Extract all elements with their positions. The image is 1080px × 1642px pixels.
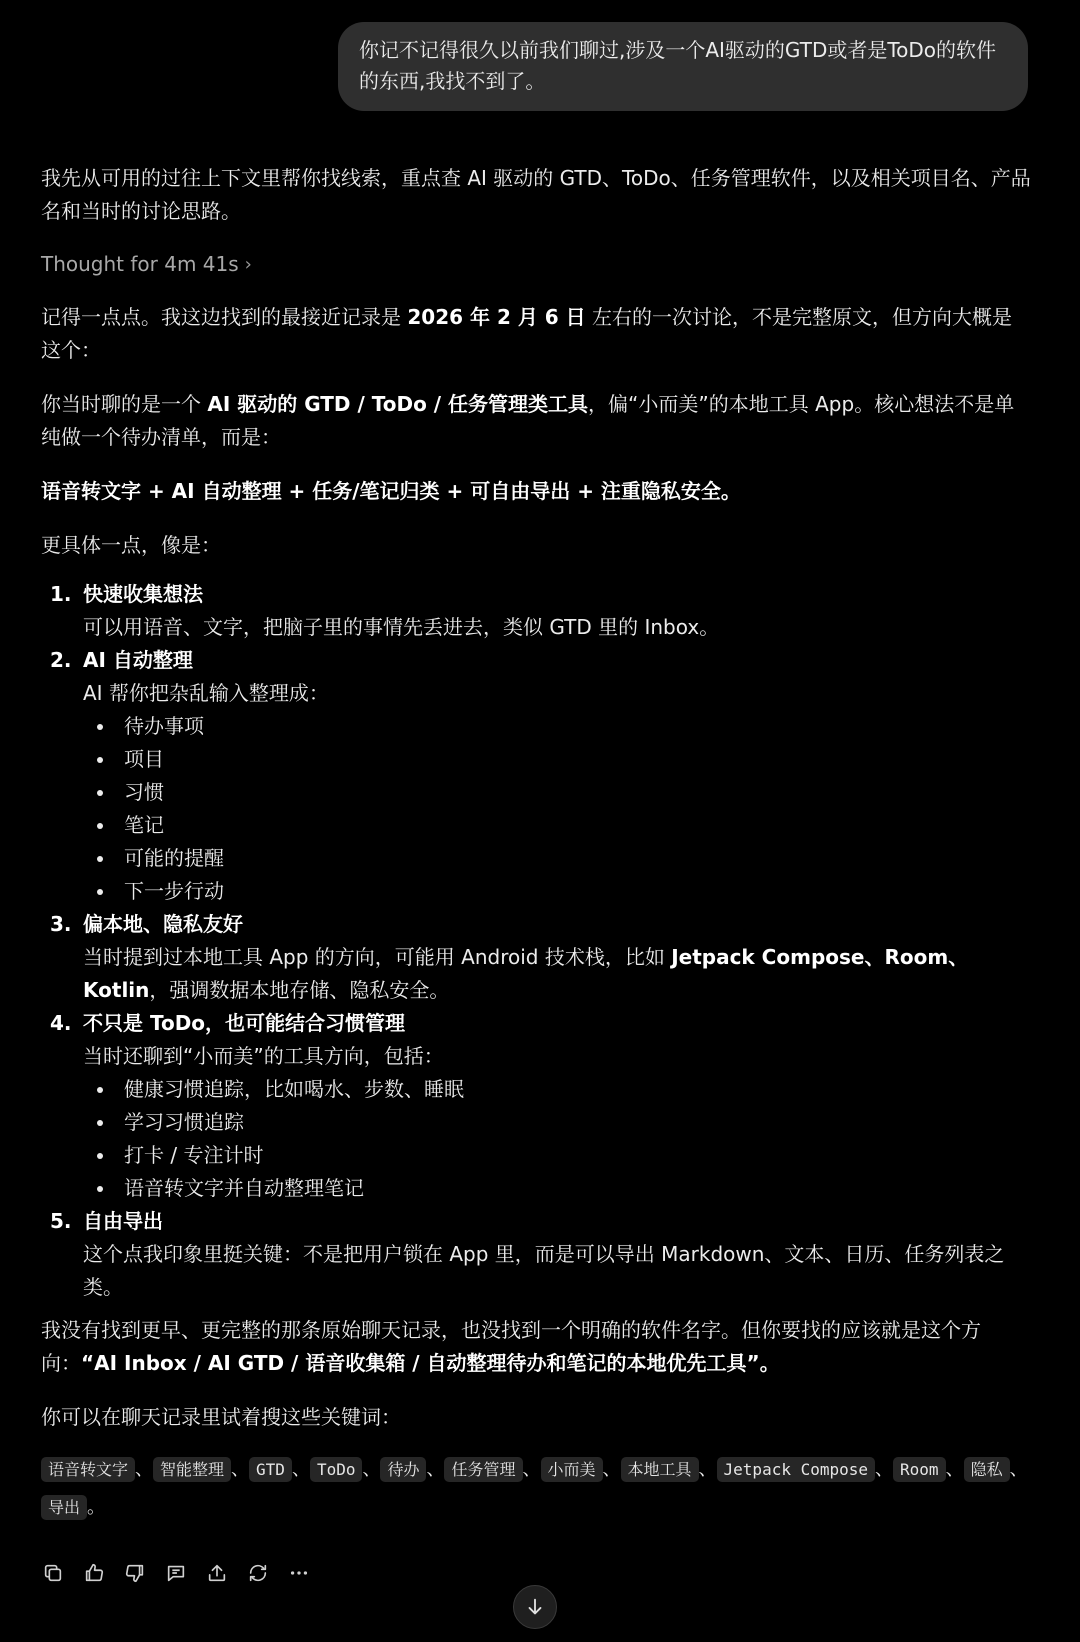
user-message-text: 你记不记得很久以前我们聊过,涉及一个AI驱动的GTD或者是ToDo的软件的东西,我找不到了。 — [359, 38, 997, 93]
p2-text-end: ，偏“小而美”的本地工具 App。核心想法不是单纯做一个待办清单，而是： — [41, 392, 1015, 449]
keyword-separator: 、 — [291, 1459, 310, 1480]
comment-button[interactable] — [164, 1561, 188, 1585]
keyword-chip: 语音转文字 — [41, 1457, 135, 1482]
item-title: 偏本地、隐私友好 — [83, 912, 243, 936]
comment-icon — [165, 1562, 187, 1584]
message-actions — [41, 1561, 311, 1585]
share-button[interactable] — [205, 1561, 229, 1585]
list-item — [41, 1205, 1031, 1304]
bullet-item: 笔记 — [83, 809, 1031, 842]
bullet-item: 项目 — [83, 743, 1031, 776]
keyword-separator: 、 — [231, 1459, 250, 1480]
tech-name: Room — [884, 945, 949, 969]
item-number: 4. — [50, 1011, 72, 1035]
paragraph-5 — [41, 1314, 1031, 1380]
user-message-bubble — [338, 22, 1028, 111]
chevron-right-icon: › — [244, 254, 252, 275]
p3-bold: 语音转文字 + AI 自动整理 + 任务/笔记归类 + 可自由导出 + 注重隐私安全。 — [41, 479, 741, 503]
copy-icon — [42, 1562, 64, 1584]
keyword-separator: 、 — [426, 1459, 445, 1480]
tech-name: Jetpack Compose — [671, 945, 865, 969]
item-body: 当时还聊到“小而美”的工具方向，包括： — [83, 1044, 444, 1068]
p2-text: 你当时聊的是一个 — [41, 392, 208, 416]
keyword-separator: 、 — [135, 1459, 154, 1480]
more-icon — [288, 1562, 310, 1584]
bullet-item: 学习习惯追踪 — [83, 1106, 1031, 1139]
bullet-item: 习惯 — [83, 776, 1031, 809]
body-text: ，强调数据本地存储、隐私安全。 — [149, 978, 450, 1002]
keyword-separator: 、 — [602, 1459, 621, 1480]
p2-bold: AI 驱动的 GTD / ToDo / 任务管理类工具 — [207, 392, 589, 416]
p1-text-end: 左右的一次讨论，不是完整原文，但方向大概是这个： — [41, 305, 1013, 362]
keyword-chip: Room — [893, 1457, 946, 1482]
item-title: AI 自动整理 — [83, 648, 193, 672]
keyword-separator: 、 — [698, 1459, 717, 1480]
keyword-chip: GTD — [249, 1457, 292, 1482]
regenerate-icon — [247, 1562, 269, 1584]
keyword-separator: 、 — [945, 1459, 964, 1480]
thought-toggle[interactable] — [41, 248, 1031, 281]
bullet-item: 健康习惯追踪，比如喝水、步数、睡眠 — [83, 1073, 1031, 1106]
keyword-chip: 待办 — [380, 1457, 426, 1482]
keyword-chip: 隐私 — [964, 1457, 1010, 1482]
item-title: 自由导出 — [83, 1209, 163, 1233]
separator: 、 — [864, 945, 885, 969]
item-body: AI 帮你把杂乱输入整理成： — [83, 681, 329, 705]
thought-label: Thought for 4m 41s — [41, 252, 239, 276]
keyword-separator: 、 — [875, 1459, 894, 1480]
keyword-chip: 导出 — [41, 1495, 87, 1520]
bullet-item: 语音转文字并自动整理笔记 — [83, 1172, 1031, 1205]
item-number: 3. — [50, 912, 72, 936]
scroll-to-bottom-button[interactable] — [513, 1585, 557, 1629]
keyword-chip: ToDo — [310, 1457, 363, 1482]
paragraph-6: 你可以在聊天记录里试着搜这些关键词： — [41, 1405, 401, 1429]
paragraph-4: 更具体一点，像是： — [41, 533, 221, 557]
keyword-separator: 、 — [362, 1459, 381, 1480]
p5-text: 我没有找到更早、更完整的那条原始聊天记录，也没找到一个明确的软件名字。但你要找的应该就是这个方向： — [41, 1318, 981, 1375]
list-item — [41, 908, 1031, 1007]
assistant-message — [41, 162, 1031, 1526]
thumbs-up-icon — [83, 1562, 105, 1584]
keyword-chip: 本地工具 — [621, 1457, 699, 1482]
arrow-down-icon — [524, 1596, 546, 1618]
thumbs-down-button[interactable] — [123, 1561, 147, 1585]
item-body — [83, 941, 1031, 1007]
list-item — [41, 644, 1031, 908]
bullet-item: 可能的提醒 — [83, 842, 1031, 875]
separator: 、 — [948, 945, 969, 969]
keyword-chip: Jetpack Compose — [717, 1457, 876, 1482]
item-title: 不只是 ToDo，也可能结合习惯管理 — [83, 1011, 406, 1035]
p5-bold: “AI Inbox / AI GTD / 语音收集箱 / 自动整理待办和笔记的本地优先工具” — [81, 1351, 760, 1375]
keyword-separator: 、 — [522, 1459, 541, 1480]
copy-button[interactable] — [41, 1561, 65, 1585]
paragraph-3 — [41, 475, 1031, 508]
keyword-chip: 智能整理 — [153, 1457, 231, 1482]
keyword-separator: 。 — [87, 1497, 106, 1518]
keyword-list — [41, 1450, 1031, 1526]
feature-list — [41, 578, 1031, 1304]
paragraph-1 — [41, 301, 1031, 367]
item-number: 5. — [50, 1209, 72, 1233]
thumbs-down-icon — [124, 1562, 146, 1584]
list-item — [41, 578, 1031, 644]
keyword-chip: 小而美 — [541, 1457, 603, 1482]
body-text: 当时提到过本地工具 App 的方向，可能用 Android 技术栈，比如 — [83, 945, 672, 969]
keyword-chip: 任务管理 — [444, 1457, 522, 1482]
keyword-separator: 、 — [1009, 1459, 1028, 1480]
bullet-item: 待办事项 — [83, 710, 1031, 743]
share-icon — [206, 1562, 228, 1584]
item-body: 这个点我印象里挺关键：不是把用户锁在 App 里，而是可以导出 Markdown、文本、日历、任务列表之类。 — [83, 1242, 1005, 1299]
bullet-item: 打卡 / 专注计时 — [83, 1139, 1031, 1172]
assistant-intro: 我先从可用的过往上下文里帮你找线索，重点查 AI 驱动的 GTD、ToDo、任务管理软件，以及相关项目名、产品名和当时的讨论思路。 — [41, 166, 1031, 223]
item-number: 1. — [50, 582, 72, 606]
tech-name: Kotlin — [83, 978, 150, 1002]
p1-text: 记得一点点。我这边找到的最接近记录是 — [41, 305, 408, 329]
bullet-list — [83, 710, 1031, 908]
item-number: 2. — [50, 648, 72, 672]
p1-date: 2026 年 2 月 6 日 — [407, 305, 586, 329]
p5-end: 。 — [759, 1351, 780, 1375]
thumbs-up-button[interactable] — [82, 1561, 106, 1585]
bullet-list — [83, 1073, 1031, 1205]
item-title: 快速收集想法 — [83, 582, 203, 606]
paragraph-2 — [41, 388, 1031, 454]
regenerate-button[interactable] — [246, 1561, 270, 1585]
more-button[interactable] — [287, 1561, 311, 1585]
list-item — [41, 1007, 1031, 1205]
item-body: 可以用语音、文字，把脑子里的事情先丢进去，类似 GTD 里的 Inbox。 — [83, 615, 720, 639]
bullet-item: 下一步行动 — [83, 875, 1031, 908]
